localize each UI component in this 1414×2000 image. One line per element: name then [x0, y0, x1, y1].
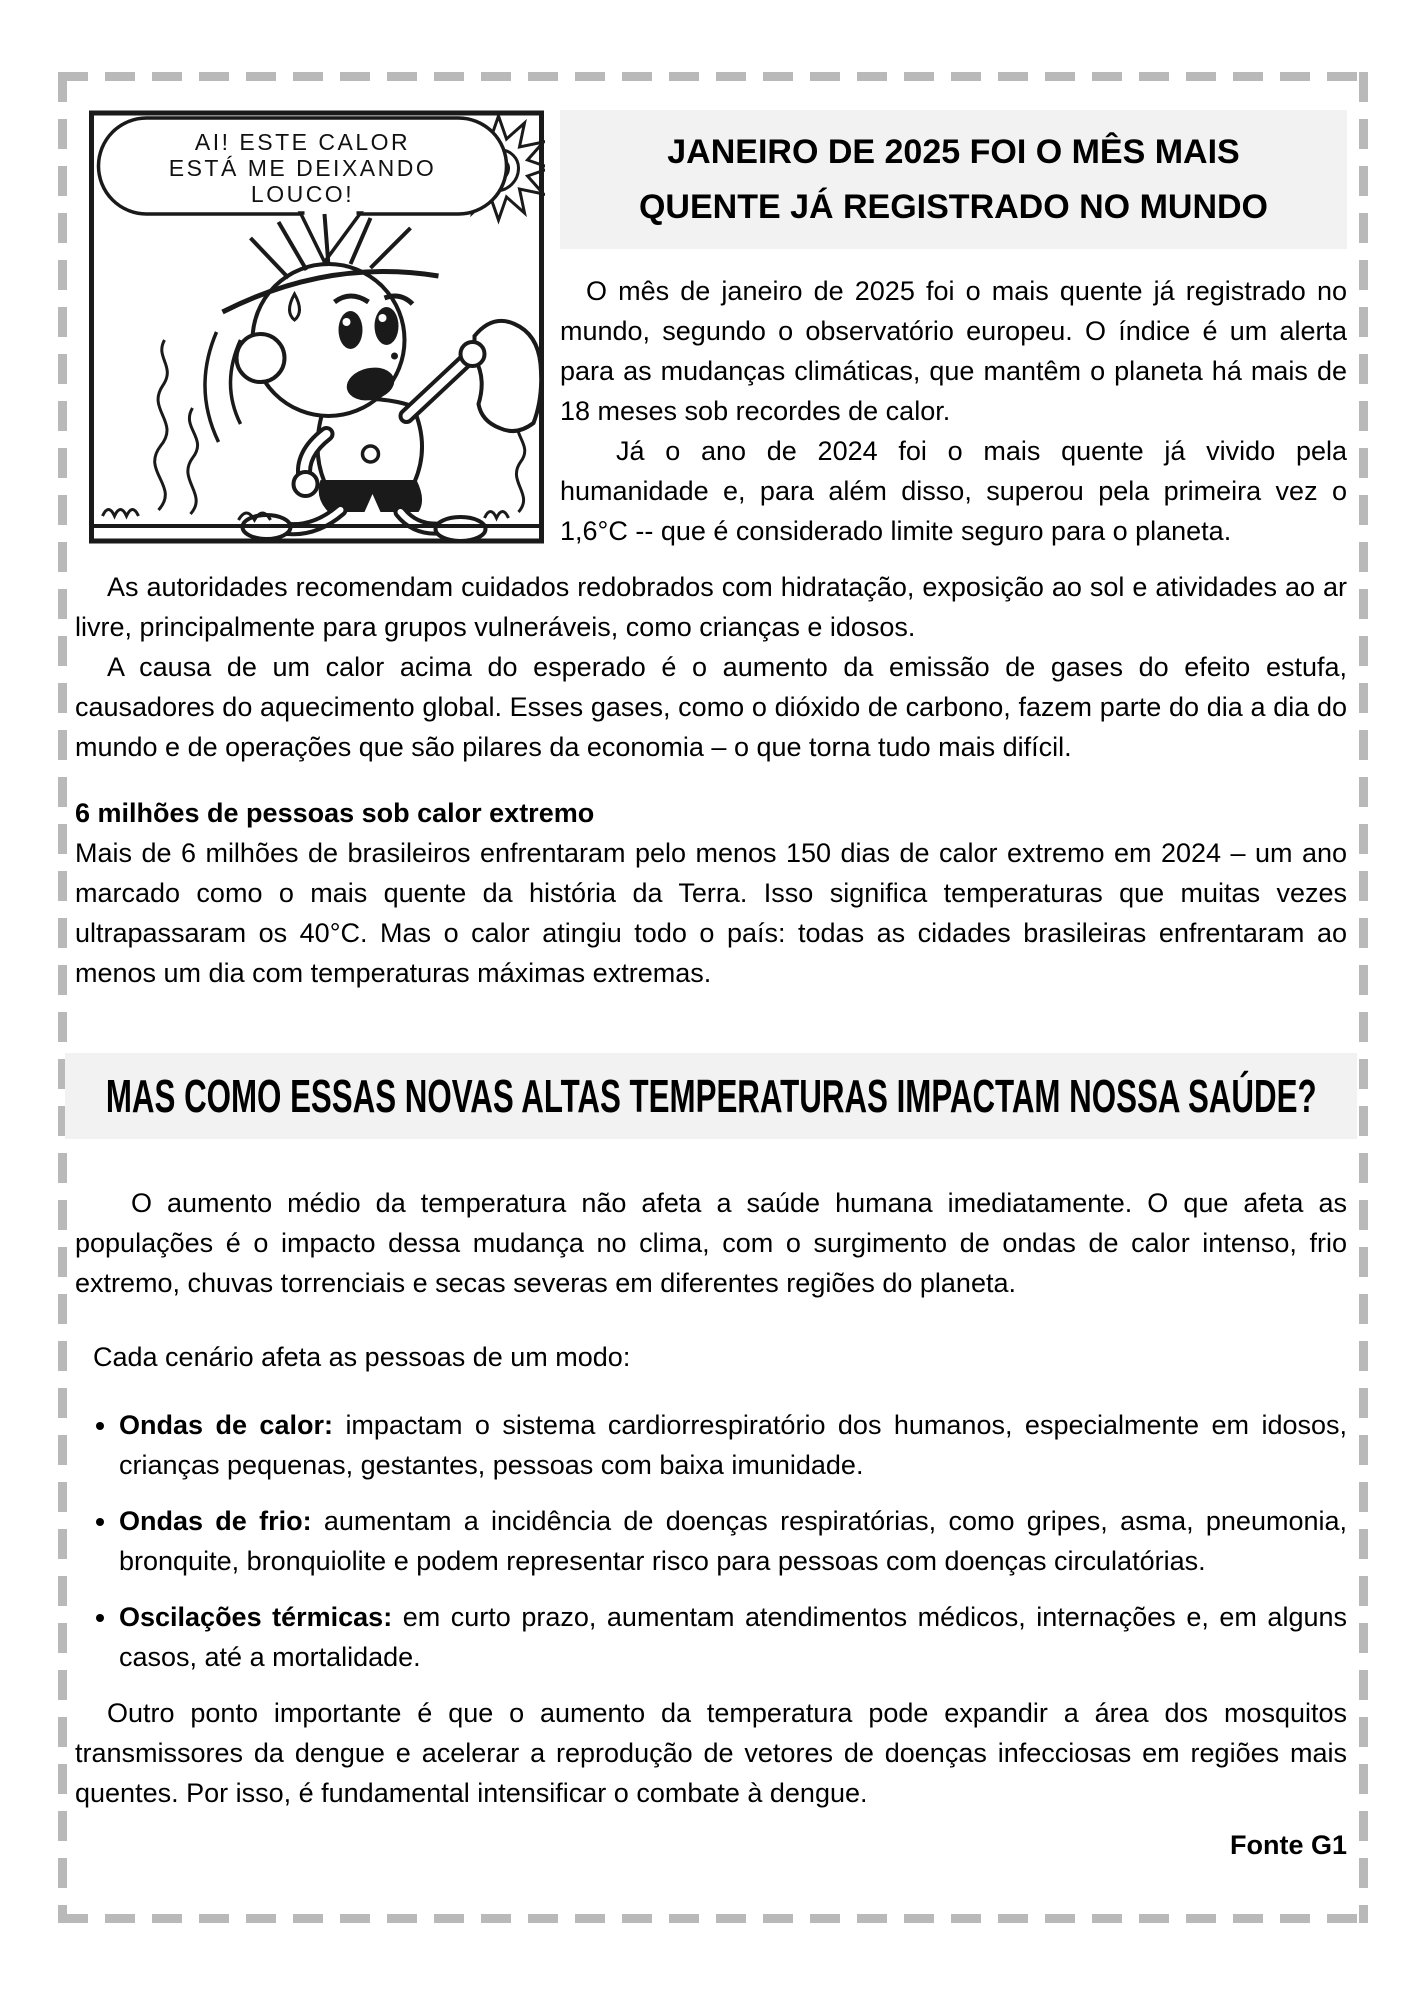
title-line-2: QUENTE JÁ REGISTRADO NO MUNDO — [638, 188, 1269, 226]
bullet-lead: Ondas de calor: — [119, 1410, 333, 1440]
section-paragraph-calor-extremo: Mais de 6 milhões de brasileiros enfrentaram pelo menos 150 dias de calor extremo em 2024 – um ano marcado como o mais quente da história da Terra. Isso significa temperaturas que muitas vezes ultrapassaram os 40°C. Mas o calor atingiu todo o país: todas as cidades brasileiras enfrentaram ao menos um dia com temperaturas máximas extremas. — [75, 838, 1347, 988]
intro-column — [560, 110, 1347, 551]
article-title — [560, 110, 1347, 249]
title-line-1: JANEIRO DE 2025 FOI O MÊS MAIS — [667, 133, 1240, 171]
effects-list — [75, 1405, 1347, 1677]
body-paragraph-2: A causa de um calor acima do esperado é o aumento da emissão de gases do efeito estufa, causadores do aquecimento global. Esses gases, como o dióxido de carbono, fazem parte do dia a dia do mundo e de operações que são pilares da economia – o que torna tudo mais difícil. — [75, 652, 1347, 762]
section-heading-calor-extremo: 6 milhões de pessoas sob calor extremo — [75, 798, 595, 828]
list-item-oscilacoes-termicas — [119, 1597, 1347, 1677]
intro-paragraph-2: Já o ano de 2024 foi o mais quente já vivido pela humanidade e, para além disso, superou pela primeira vez o 1,6°C -- que é considerado limite seguro para o planeta. — [560, 436, 1347, 546]
bubble-text-line3: LOUCO! — [250, 181, 355, 207]
bullet-text: aumentam a incidência de doenças respiratórias, como gripes, asma, pneumonia, bronquite, bronquiolite e podem representar risco para pessoas com doenças circulatórias. — [119, 1506, 1347, 1576]
sweat-drop — [290, 294, 300, 320]
bullet-text: impactam o sistema cardiorrespiratório dos humanos, especialmente em idosos, crianças pequenas, gestantes, pessoas com baixa imunidade. — [119, 1410, 1347, 1480]
question-banner — [65, 1053, 1357, 1139]
page-content — [75, 72, 1347, 1865]
worksheet-page — [58, 72, 1368, 1923]
closing-paragraph: Outro ponto importante é que o aumento da temperatura pode expandir a área dos mosquitos transmissores da dengue e acelerar a reprodução de vetores de doenças infecciosas em regiões mais quentes. Por isso, é fundamental intensificar o combate à dengue. — [75, 1698, 1347, 1808]
bullet-text: em curto prazo, aumentam atendimentos médicos, internações e, em alguns casos, até a mortalidade. — [119, 1602, 1347, 1672]
towel — [475, 321, 542, 431]
header-row — [75, 110, 1347, 551]
intro-paragraph-1: O mês de janeiro de 2025 foi o mais quente já registrado no mundo, segundo o observatório europeu. O índice é um alerta para as mudanças climáticas, que mantêm o planeta há mais de 18 meses sob recordes de calor. — [560, 276, 1347, 426]
source-credit: Fonte G1 — [1229, 1830, 1347, 1860]
bubble-text-line1: AI! ESTE CALOR — [194, 129, 411, 155]
comic-panel — [88, 110, 545, 544]
list-item-ondas-de-frio — [119, 1501, 1347, 1581]
comic-illustration — [88, 110, 545, 544]
question-banner-text: MAS COMO ESSAS NOVAS ALTAS TEMPERATURAS IMPACTAM NOSSA SAÚDE? — [105, 1070, 1317, 1122]
body-paragraph-1: As autoridades recomendam cuidados redobrados com hidratação, exposição ao sol e atividades ao ar livre, principalmente para grupos vulneráveis, como crianças e idosos. — [75, 572, 1347, 642]
health-paragraph-1: O aumento médio da temperatura não afeta a saúde humana imediatamente. O que afeta as populações é o impacto dessa mudança no clima, com o surgimento de ondas de calor intenso, frio extremo, chuvas torrenciais e secas severas em diferentes regiões do planeta. — [75, 1188, 1347, 1298]
health-lead-line: Cada cenário afeta as pessoas de um modo: — [93, 1342, 631, 1372]
list-item-ondas-de-calor — [119, 1405, 1347, 1485]
bubble-text-line2: ESTÁ ME DEIXANDO — [168, 155, 437, 181]
bullet-lead: Ondas de frio: — [119, 1506, 312, 1536]
bullet-lead: Oscilações térmicas: — [119, 1602, 393, 1632]
